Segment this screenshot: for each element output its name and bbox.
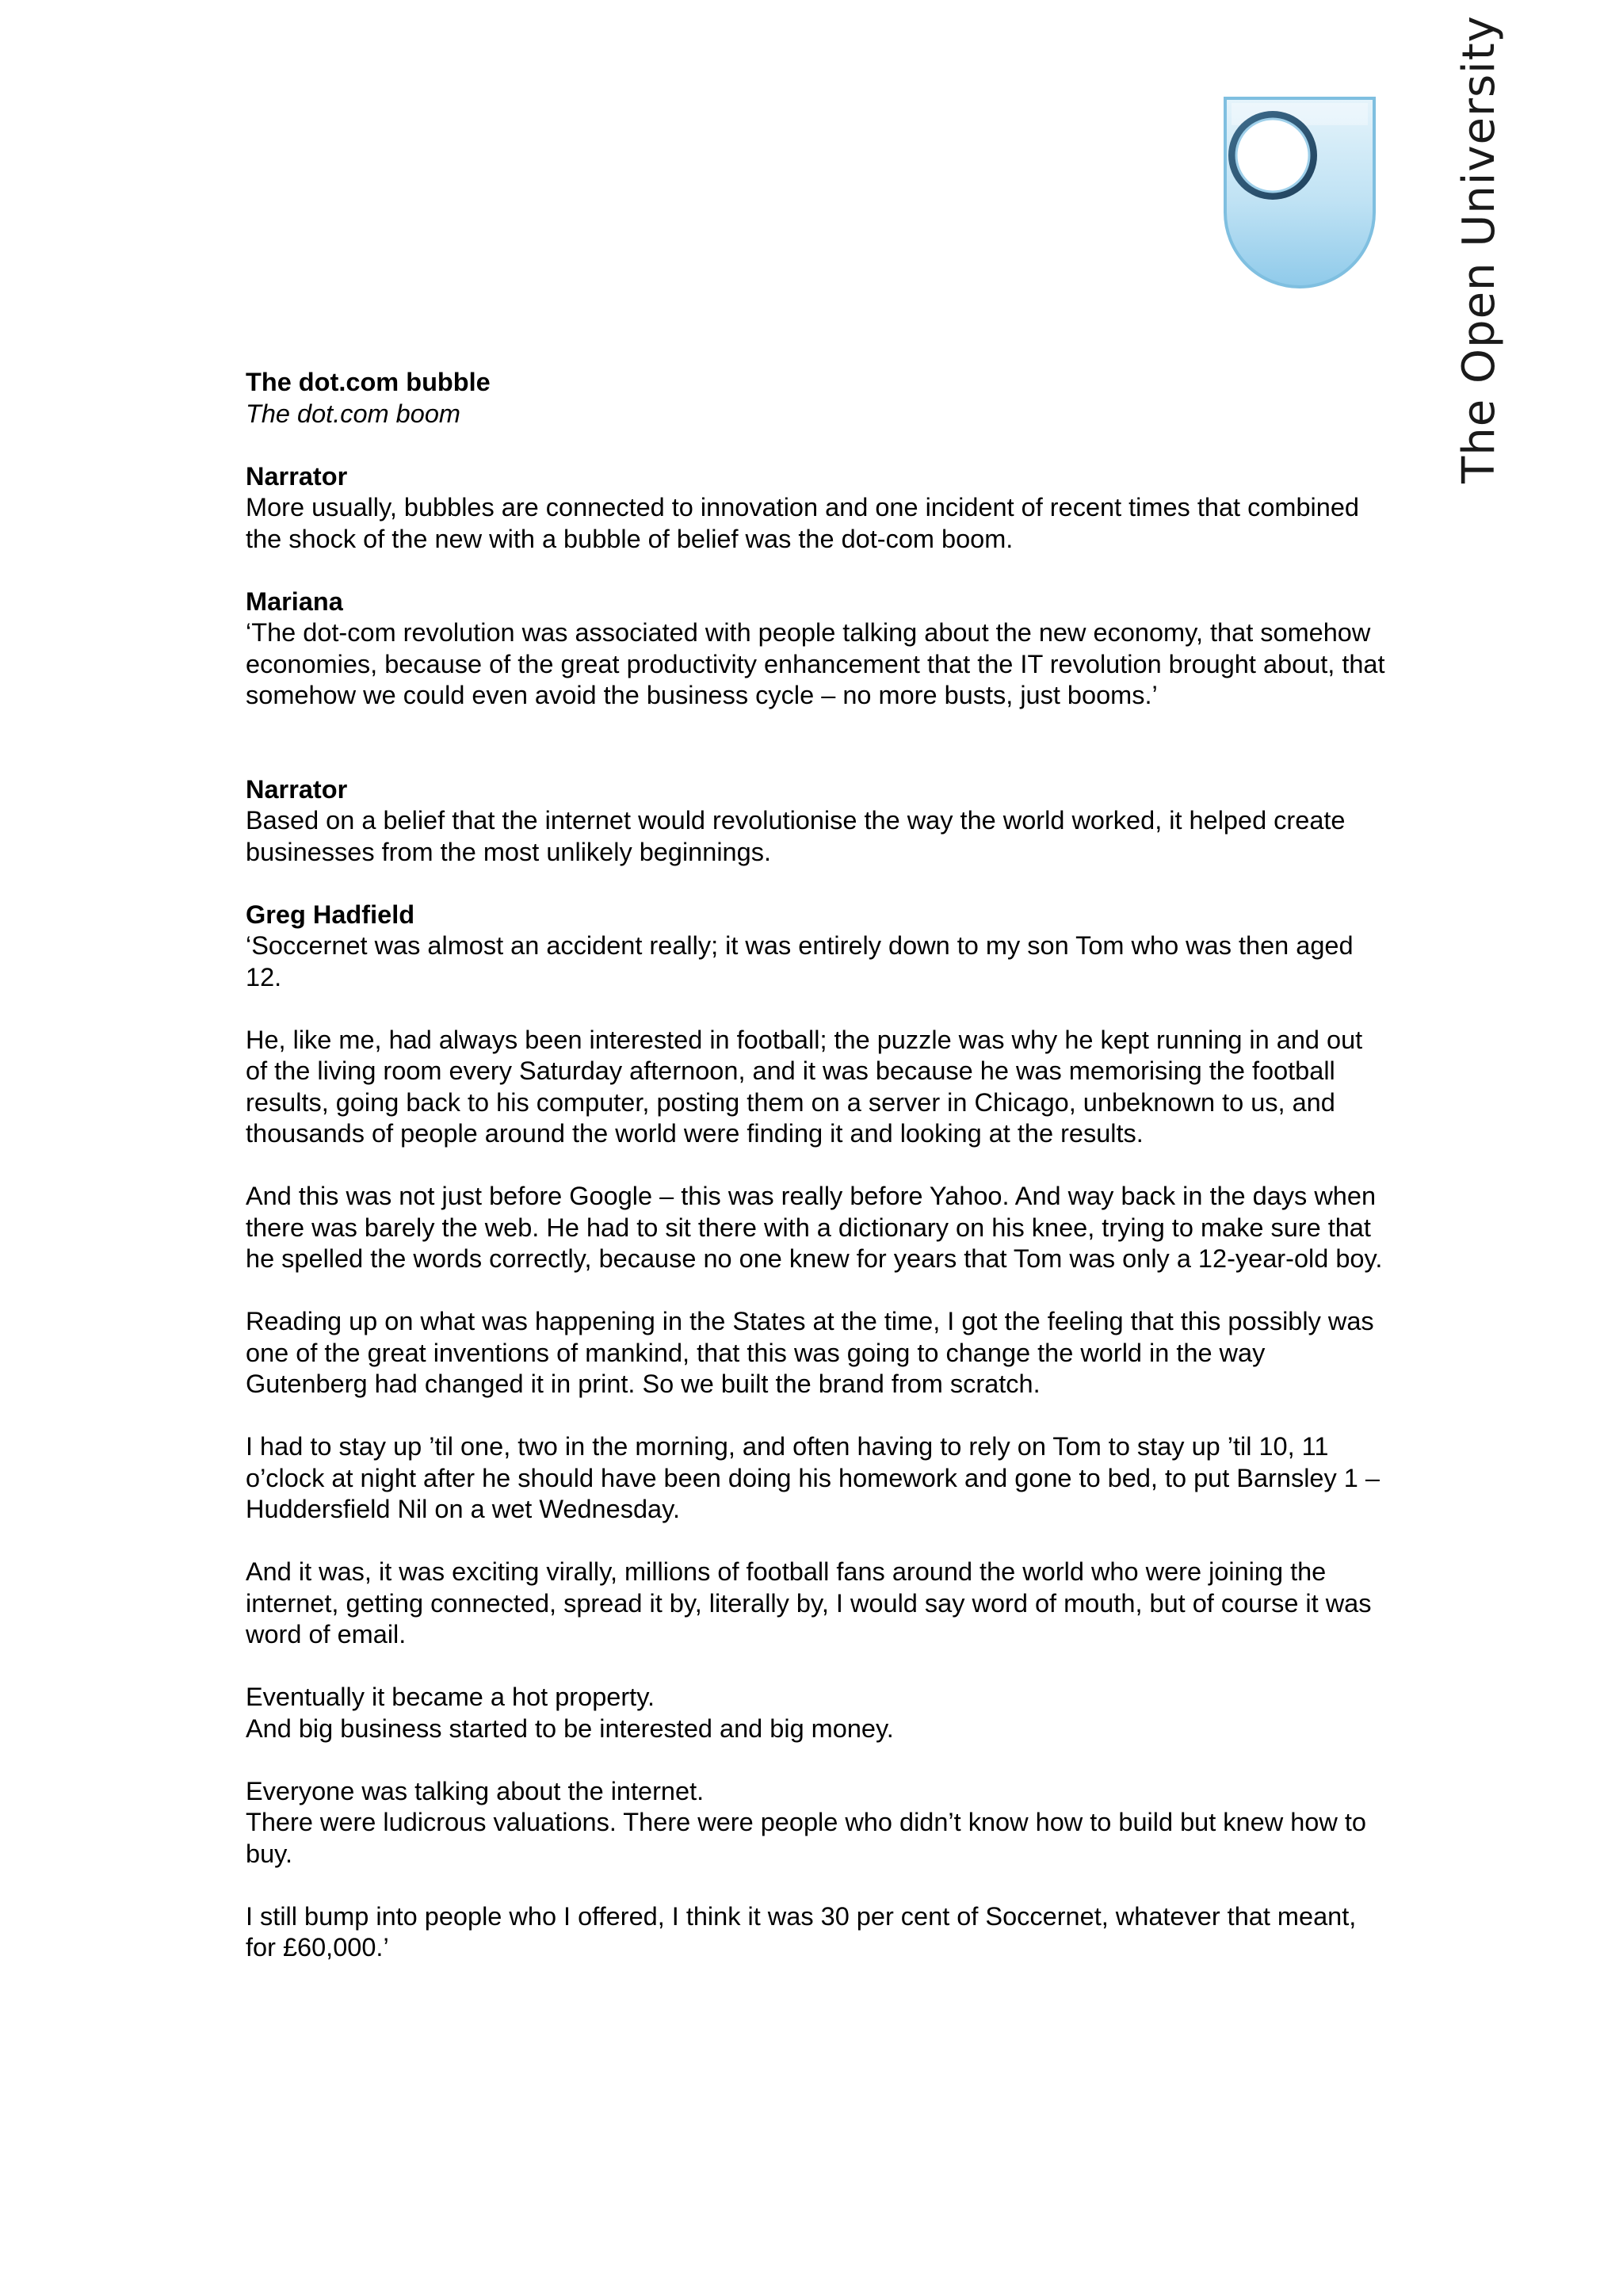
transcript-paragraph: Eventually it became a hot property.	[246, 1683, 655, 1711]
transcript-paragraph: I still bump into people who I offered, I think it was 30 per cent of Soccernet, whatever that meant, for £60,000.’	[246, 1901, 1357, 1962]
open-university-wordmark: The Open University	[1453, 15, 1505, 483]
transcript-paragraph: And big business started to be interested and big money.	[246, 1713, 894, 1743]
document-title: The dot.com bubble	[246, 368, 491, 396]
open-university-shield-icon	[1220, 94, 1379, 292]
document-body	[246, 367, 1387, 1964]
speaker-name: Narrator	[246, 774, 348, 804]
transcript-paragraph: ‘Soccernet was almost an accident really; it was entirely down to my son Tom who was then aged 12.	[246, 931, 1354, 991]
transcript-paragraph: I had to stay up ’til one, two in the morning, and often having to rely on Tom to stay up ’til 10, 11 o’clock at night after he should have been doing his homework and gone to bed, to put Barnsley 1 – Huddersfield Nil on a wet Wednesday.	[246, 1432, 1380, 1523]
transcript-paragraph: Reading up on what was happening in the States at the time, I got the feeling that this possibly was one of the great inventions of mankind, that this was going to change the world in the way Gutenberg had changed it in print. So we built the brand from scratch.	[246, 1307, 1374, 1398]
transcript-paragraph: Everyone was talking about the internet.	[246, 1776, 705, 1805]
transcript-paragraph: He, like me, had always been interested in football; the puzzle was why he kept running in and out of the living room every Saturday afternoon, and it was because he was memorising the football results, going back to his computer, posting them on a server in Chicago, unbeknown to us, and thousands of people around the world were finding it and looking at the results.	[246, 1025, 1363, 1148]
transcript-paragraph: And this was not just before Google – this was really before Yahoo. And way back in the days when there was barely the web. He had to sit there with a dictionary on his knee, trying to make sure that he spelled the words correctly, because no one knew for years that Tom was only a 12-year-old boy.	[246, 1182, 1383, 1273]
speaker-name: Narrator	[246, 461, 348, 491]
transcript-paragraph: Based on a belief that the internet would revolutionise the way the world worked, it helped create businesses from the most unlikely beginnings.	[246, 806, 1346, 866]
transcript-paragraph: ‘The dot-com revolution was associated with people talking about the new economy, that somehow economies, because of the great productivity enhancement that the IT revolution brought about, that somehow we could even avoid the business cycle – no more busts, just booms.’	[246, 618, 1385, 709]
speaker-name: Greg Hadfield	[246, 900, 415, 929]
transcript-paragraph: More usually, bubbles are connected to innovation and one incident of recent times that combined the shock of the new with a bubble of belief was the dot-com boom.	[246, 493, 1359, 553]
document-subtitle: The dot.com boom	[246, 399, 460, 428]
speaker-name: Mariana	[246, 586, 343, 616]
transcript-paragraph: There were ludicrous valuations. There were people who didn’t know how to build but knew how to buy.	[246, 1808, 1366, 1868]
transcript-paragraph: And it was, it was exciting virally, millions of football fans around the world who were joining the internet, getting connected, spread it by, literally by, I would say word of mouth, but of course it was word of email.	[246, 1557, 1372, 1648]
